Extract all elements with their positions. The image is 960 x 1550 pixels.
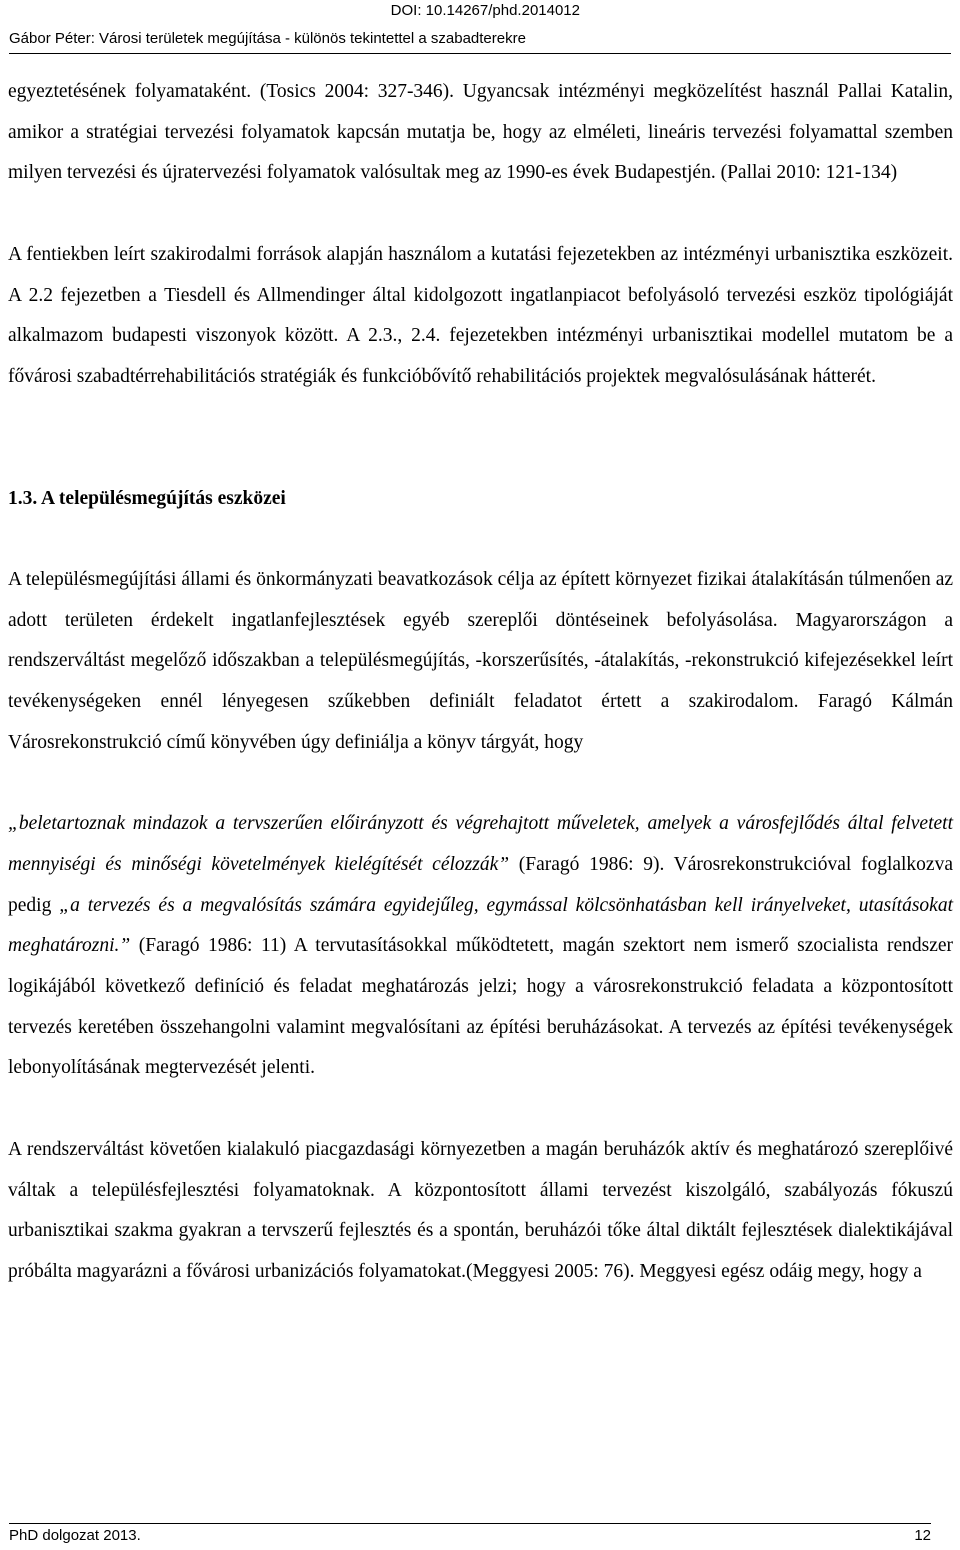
quote-1: „beletartoznak mindazok a tervszerűen előirányzott és végrehajtott műveletek, amelyek a városfejlődés által felvetett mennyiségi és minőségi követelmények kielégítését célozzák”: [8, 813, 953, 875]
paragraph-4: [8, 804, 953, 1089]
paragraph-2: A fentiekben leírt szakirodalmi források alapján használom a kutatási fejezetekben az intézményi urbanisztika eszközeit. A 2.2 fejezetben a Tiesdell és Allmendinger által kidolgozott ingatlanpiacot befolyásoló tervezési eszköz tipológiáját alkalmazom budapesti viszonyok között. A 2.3., 2.4. fejezetekben intézményi urbanisztikai modellel mutatom be a fővárosi szabadtérrehabilitációs stratégiák és funkcióbővítő rehabilitációs projektek megvalósulásának hátterét.: [8, 243, 953, 387]
paragraph-4-text-1: (Faragó 1986: 9). Városrekonstrukcióval foglalkozva pedig: [8, 853, 953, 916]
document-body: [8, 72, 953, 1293]
paragraph-1: egyeztetésének folyamataként. (Tosics 2004: 327-346). Ugyancsak intézményi megközelítést használ Pallai Katalin, amikor a stratégiai tervezési folyamatok kapcsán mutatja be, hogy az elméleti, lineáris tervezési folyamattal szemben milyen tervezési és újratervezési folyamatok valósultak meg az 1990-es évek Budapestjén. (Pallai 2010: 121-134): [8, 81, 953, 184]
footer-label: PhD dolgozat 2013.: [9, 1527, 141, 1544]
doi-label: DOI: 10.14267/phd.2014012: [390, 2, 580, 19]
page-number: 12: [914, 1527, 931, 1544]
running-head: Gábor Péter: Városi területek megújítása - különös tekintettel a szabadterekre: [9, 30, 951, 54]
section-heading: 1.3. A településmegújítás eszközei: [8, 487, 286, 509]
page-footer: [9, 1523, 931, 1545]
quote-2: „a tervezés és a megvalósítás számára egyidejűleg, egymással kölcsönhatásban kell irányelveket, utasításokat meghatározni.”: [8, 894, 953, 957]
paragraph-5: A rendszerváltást követően kialakuló piacgazdasági környezetben a magán beruházók aktív és meghatározó szereplőivé váltak a településfejlesztési folyamatoknak. A központosított állami tervezést kiszolgáló, szabályozás fókuszú urbanisztikai szakma gyakran a tervszerű fejlesztés és a spontán, beruházói tőke által diktált fejlesztések dialektikájával próbálta magyarázni a fővárosi urbanizációs folyamatokat.(Meggyesi 2005: 76). Meggyesi egész odáig megy, hogy a: [8, 1138, 953, 1282]
paragraph-3: A településmegújítási állami és önkormányzati beavatkozások célja az épített környezet fizikai átalakításán túlmenően az adott területen érdekelt ingatlanfejlesztések egyéb szereplői döntéseinek befolyásolása. Magyarországon a rendszerváltást megelőző időszakban a településmegújítás, -korszerűsítés, -átalakítás, -rekonstrukció kifejezésekkel leírt tevékenységeken ennél lényegesen szűkebben definiált feladatot értett a szakirodalom. Faragó Kálmán Városrekonstrukció című könyvében úgy definiálja a könyv tárgyát, hogy: [8, 569, 953, 753]
paragraph-4-text-2: (Faragó 1986: 11) A tervutasításokkal működtetett, magán szektort nem ismerő szocialista rendszer logikájából következő definíció és feladat meghatározás jelzi; hogy a városrekonstrukció feladata a központosított tervezés keretében összehangolni valamint megvalósítani az építési beruházásokat. A tervezés az építési tevékenységek lebonyolításának megtervezését jelenti.: [8, 935, 953, 1079]
